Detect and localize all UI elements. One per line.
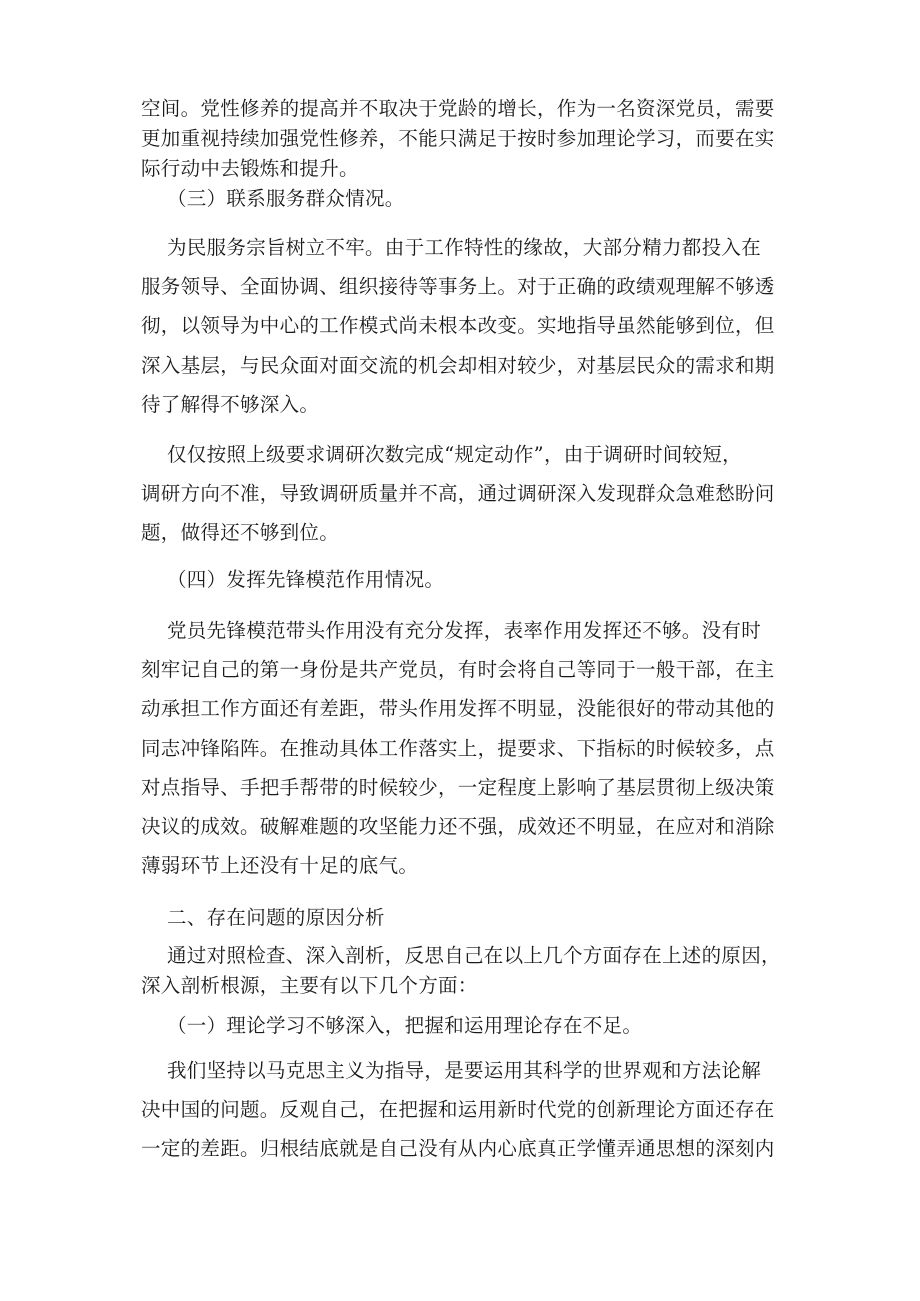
paragraph-cause-intro: 通过对照检查、深入剖析，反思自己在以上几个方面存在上述的原因， 深入剖析根源，主要有以下几个方面： bbox=[141, 944, 781, 997]
paragraph-vanguard-role: 党员先锋模范带头作用没有充分发挥，表率作用发挥还不够。没有时 刻牢记自己的第一身份是共产党员，有时会将自己等同于一般干部，在主 动承担工作方面还有差距，带头作用发挥不明显，没能很好的带动其他的 同志冲锋陷阵。在推动具体工作落实上，提要求、下指标的时候较多，点 对点指导、手把手帮带的时候较少，一定程度上影响了基层贯彻上级决策 决议的成效。破解难题的攻坚能力还不强，成效还不明显，在应对和消除 薄弱环节上还没有十足的底气。 bbox=[141, 619, 775, 878]
heading-vanguard-role: （四）发挥先锋模范作用情况。 bbox=[141, 568, 445, 591]
paragraph-research-actions: 仅仅按照上级要求调研次数完成“规定动作”，由于调研时间较短， 调研方向不准，导致调研质量并不高，通过调研深入发现群众急难愁盼问 题，做得还不够到位。 bbox=[141, 443, 775, 545]
paragraph-theory-study: 我们坚持以马克思主义为指导，是要运用其科学的世界观和方法论解 决中国的问题。反观自己，在把握和运用新时代党的创新理论方面还存在 一定的差距。归根结底就是自己没有从内心底真正学懂弄通思想的深刻内 bbox=[141, 1059, 775, 1161]
heading-cause-analysis: 二、存在问题的原因分析 bbox=[141, 906, 385, 929]
paragraph-party-spirit-cultivation: 空间。党性修养的提高并不取决于党龄的增长，作为一名资深党员，需要 更加重视持续加强党性修养，不能只满足于按时参加理论学习，而要在实 际行动中去锻炼和提升。 bbox=[141, 97, 775, 180]
heading-serving-the-masses: （三）联系服务群众情况。 bbox=[141, 187, 405, 210]
paragraph-service-purpose: 为民服务宗旨树立不牢。由于工作特性的缘故，大部分精力都投入在 服务领导、全面协调、组织接待等事务上。对于正确的政绩观理解不够透 彻，以领导为中心的工作模式尚未根本改变。实地指导虽然能够到位，但 深入基层，与民众面对面交流的机会却相对较少，对基层民众的需求和期 待了解得不够深入。 bbox=[141, 236, 775, 416]
heading-theory-study: （一）理论学习不够深入，把握和运用理论存在不足。 bbox=[141, 1014, 643, 1037]
